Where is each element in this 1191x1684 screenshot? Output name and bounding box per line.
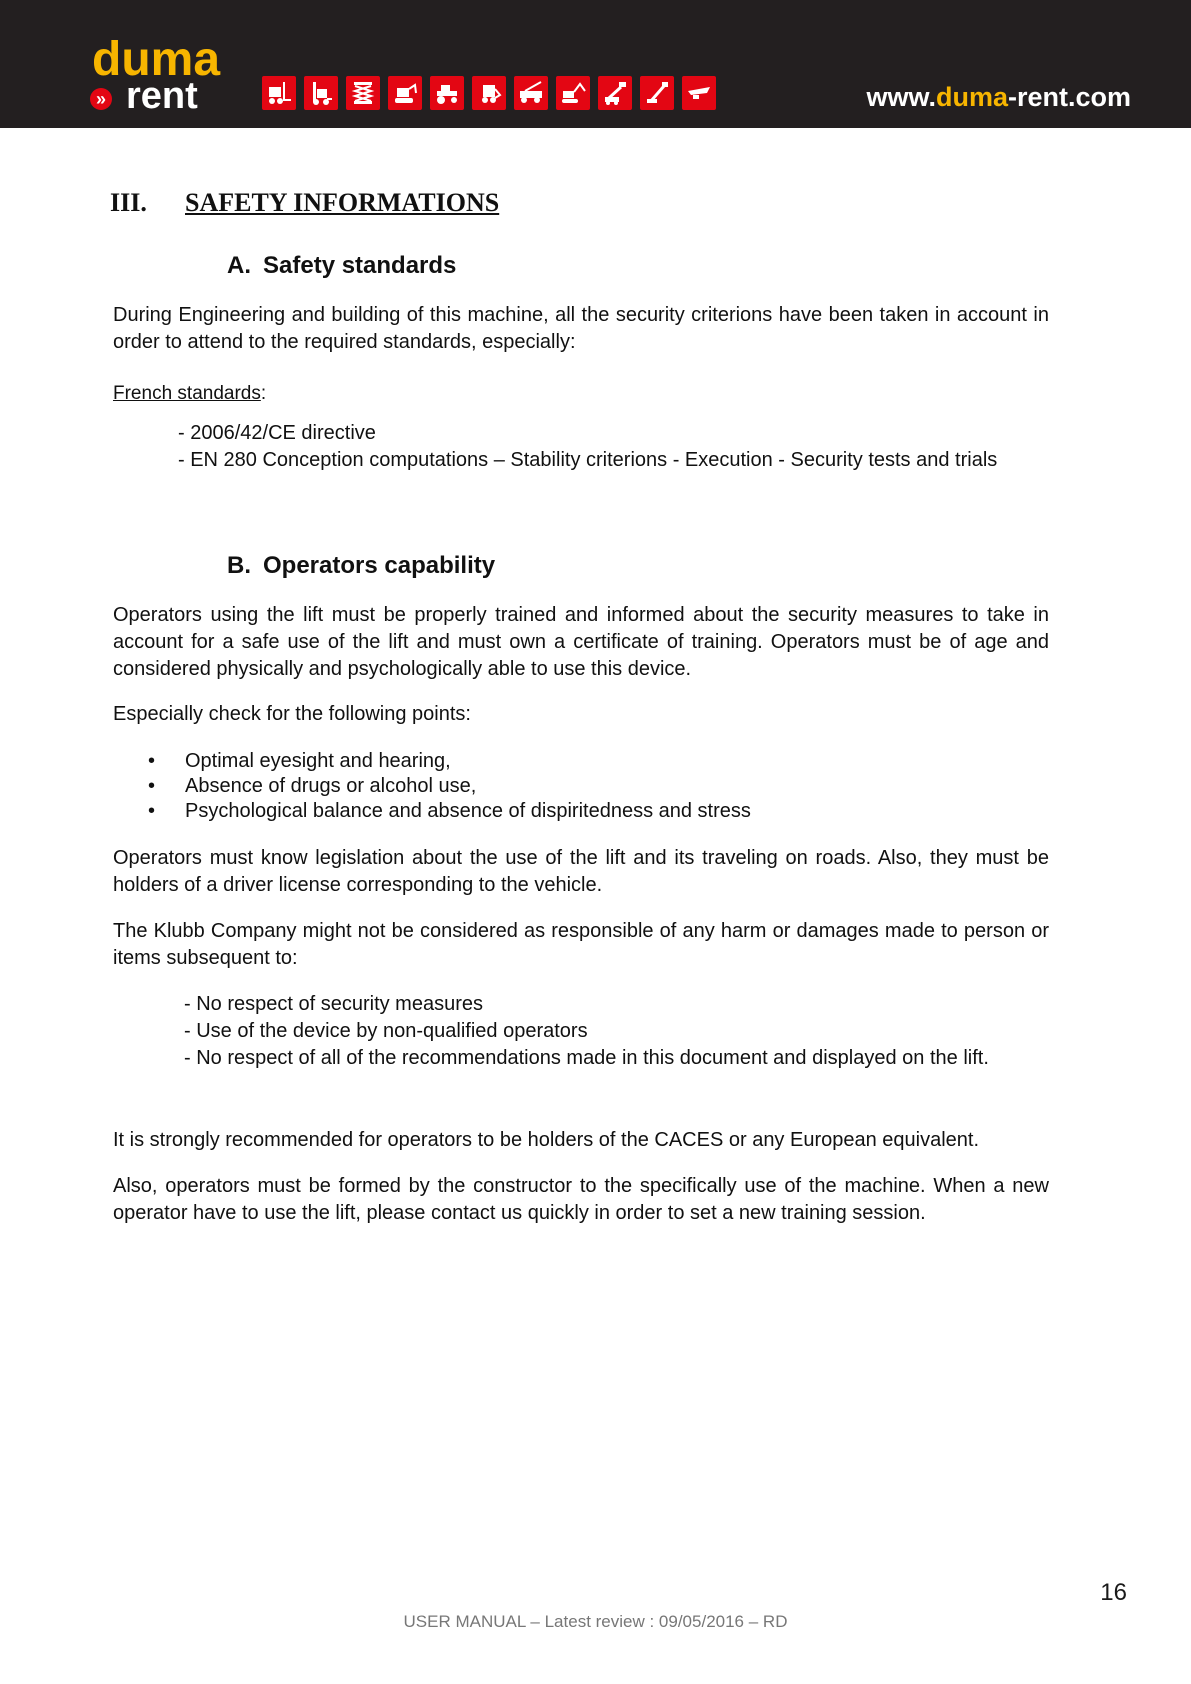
truck-crane-icon [514, 76, 548, 110]
paragraph-legislation: Operators must know legislation about the use of the lift and its traveling on roads. Also, they must be holders of a driver license corresponding to the vehicle. [113, 847, 1049, 896]
list-item: - 2006/42/CE directive [178, 422, 376, 444]
paragraph-operators-training: Operators using the lift must be properly trained and informed about the security measures to take in account for a safe use of the lift and must own a certificate of training. Operators must be of age and considered physically and psychologically able to use this device. [113, 604, 1049, 680]
subheading-title: Operators capability [263, 552, 496, 579]
section-number: III. [110, 188, 147, 217]
subheading-safety-standards [227, 252, 456, 280]
list-item [148, 749, 751, 774]
aerial-platform-icon [682, 76, 716, 110]
section-title: SAFETY INFORMATIONS [185, 188, 500, 217]
excavator-icon [556, 76, 590, 110]
paragraph-check-points: Especially check for the following points: [113, 703, 471, 725]
list-item [148, 799, 751, 824]
tractor-icon [430, 76, 464, 110]
telescopic-lift-icon [640, 76, 674, 110]
url-prefix: www. [866, 82, 936, 112]
subheading-operators-capability [227, 552, 495, 580]
footer-review-note: USER MANUAL – Latest review : 09/05/2016 – RD [403, 1612, 788, 1631]
subheading-title: Safety standards [263, 252, 457, 279]
mini-excavator-icon [388, 76, 422, 110]
bullet-icon: • [148, 775, 156, 797]
logo-duma-text: duma [92, 33, 221, 86]
url-suffix: -rent.com [1007, 82, 1131, 112]
section-heading [110, 188, 499, 218]
paragraph-caces: It is strongly recommended for operators to be holders of the CACES or any European equivalent. [113, 1129, 980, 1151]
label-colon: : [260, 383, 267, 404]
french-standards-link: French standards [113, 383, 261, 404]
bullet-icon: • [148, 750, 156, 772]
paragraph-liability: The Klubb Company might not be considered as responsible of any harm or damages made to person or items subsequent to: [113, 920, 1049, 969]
header-bar [0, 0, 1191, 128]
forklift-icon [262, 76, 296, 110]
list-item-text: Psychological balance and absence of dispiritedness and stress [185, 800, 751, 822]
subheading-letter: B. [227, 552, 251, 579]
list-item: - EN 280 Conception computations – Stability criterions - Execution - Security tests and trials [178, 449, 998, 471]
liability-list [184, 991, 1049, 1072]
paragraph-engineering: During Engineering and building of this machine, all the security criterions have been taken in account in order to attend to the required standards, especially: [113, 304, 1049, 353]
machine-icons [262, 76, 716, 110]
standards-list [178, 420, 1049, 474]
logo-arrow-icon: » [90, 88, 112, 110]
french-standards-label [113, 380, 1049, 407]
list-item: - Use of the device by non-qualified operators [184, 1020, 588, 1042]
logo-rent-text: rent [126, 75, 198, 117]
boom-lift-icon [598, 76, 632, 110]
list-item: - No respect of security measures [184, 993, 483, 1015]
scissor-lift-icon [346, 76, 380, 110]
bullet-icon: • [148, 800, 156, 822]
url-highlight: duma [935, 82, 1008, 112]
paragraph-training-session: Also, operators must be formed by the constructor to the specifically use of the machine. When a new operator have to use the lift, please contact us quickly in order to set a new training session. [113, 1175, 1049, 1224]
website-url[interactable] [866, 82, 1131, 113]
check-points-list [148, 749, 751, 824]
list-item: - No respect of all of the recommendations made in this document and displayed on the lift. [184, 1047, 989, 1069]
skid-steer-icon [472, 76, 506, 110]
subheading-letter: A. [227, 252, 251, 279]
page-number: 16 [1100, 1579, 1127, 1606]
duma-rent-logo[interactable] [92, 33, 242, 118]
order-picker-icon [304, 76, 338, 110]
list-item-text: Optimal eyesight and hearing, [185, 750, 451, 772]
list-item-text: Absence of drugs or alcohol use, [185, 775, 477, 797]
list-item [148, 774, 751, 799]
